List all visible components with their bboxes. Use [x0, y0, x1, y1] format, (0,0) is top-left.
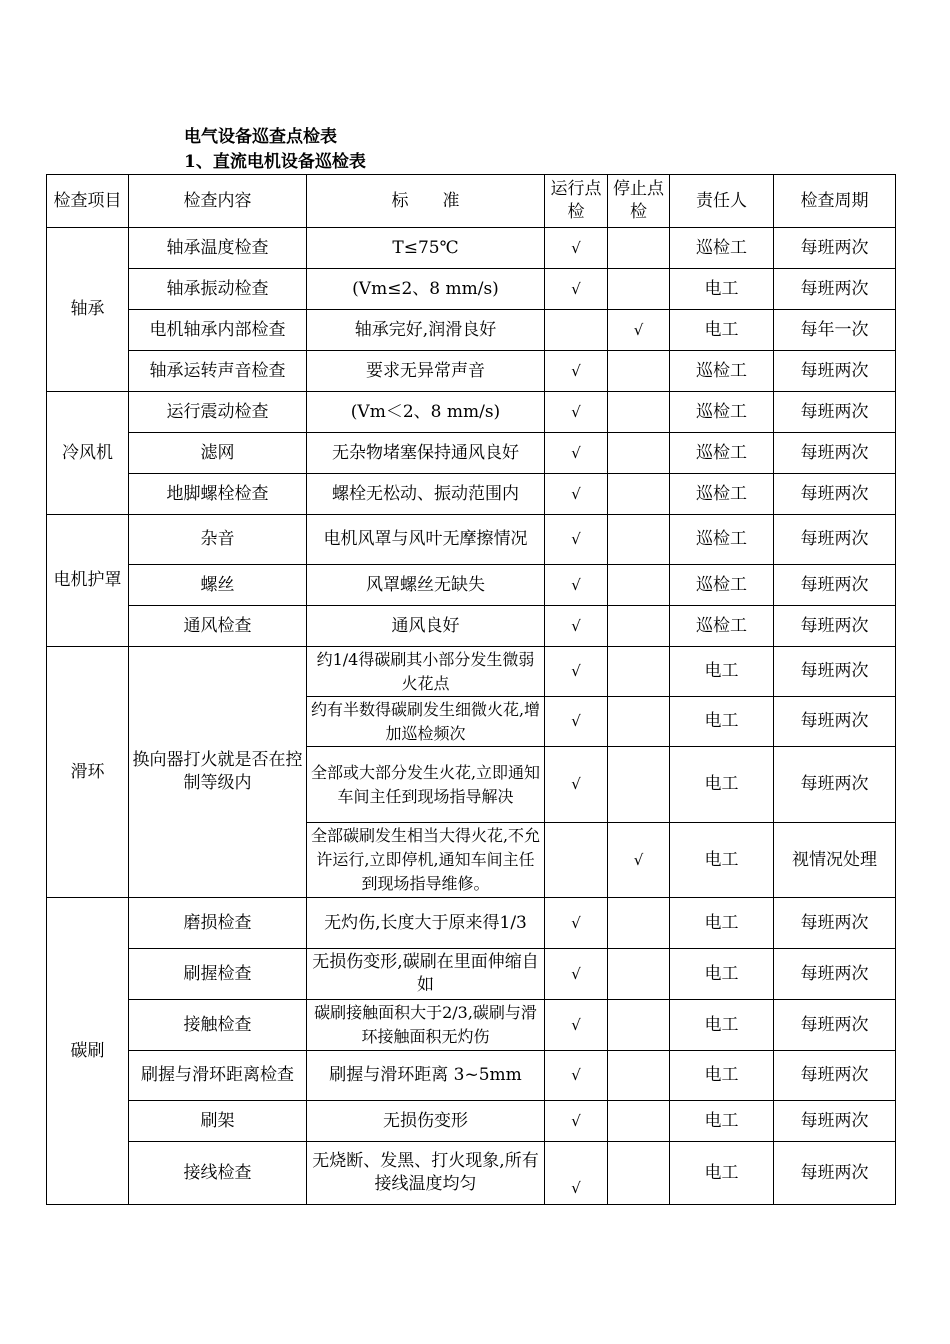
owner-cell: 巡检工 — [670, 433, 774, 474]
standard-cell: 无烧断、发黑、打火现象,所有接线温度均匀 — [307, 1142, 545, 1205]
table-row — [47, 515, 896, 565]
group-cell: 冷风机 — [47, 392, 129, 515]
stopped-mark: √ — [608, 823, 670, 898]
table-row — [47, 1101, 896, 1142]
cycle-cell: 每班两次 — [774, 433, 896, 474]
table-row — [47, 898, 896, 949]
standard-cell: 无灼伤,长度大于原来得1/3 — [307, 898, 545, 949]
owner-cell: 电工 — [670, 1101, 774, 1142]
cycle-cell: 每班两次 — [774, 351, 896, 392]
stopped-mark — [608, 269, 670, 310]
owner-cell: 电工 — [670, 949, 774, 1000]
owner-cell: 电工 — [670, 747, 774, 823]
standard-cell: 刷握与滑环距离 3~5mm — [307, 1051, 545, 1101]
standard-cell: 通风良好 — [307, 606, 545, 647]
stopped-mark — [608, 1051, 670, 1101]
table-row — [47, 606, 896, 647]
running-mark: √ — [545, 392, 608, 433]
header-owner: 责任人 — [670, 175, 774, 228]
owner-cell: 电工 — [670, 823, 774, 898]
table-row — [47, 565, 896, 606]
stopped-mark — [608, 949, 670, 1000]
header-item: 检查项目 — [47, 175, 129, 228]
content-cell: 换向器打火就是否在控制等级内 — [129, 647, 307, 898]
standard-cell: 螺栓无松动、振动范围内 — [307, 474, 545, 515]
standard-cell: 无杂物堵塞保持通风良好 — [307, 433, 545, 474]
stopped-mark: √ — [608, 310, 670, 351]
standard-cell: (Vm＜2、8 mm/s) — [307, 392, 545, 433]
running-mark — [545, 310, 608, 351]
cycle-cell: 每班两次 — [774, 1000, 896, 1051]
stopped-mark — [608, 1101, 670, 1142]
stopped-mark — [608, 565, 670, 606]
stopped-mark — [608, 747, 670, 823]
content-cell: 接线检查 — [129, 1142, 307, 1205]
content-cell: 轴承运转声音检查 — [129, 351, 307, 392]
content-cell: 杂音 — [129, 515, 307, 565]
running-mark: √ — [545, 647, 608, 697]
running-mark: √ — [545, 606, 608, 647]
content-cell: 轴承振动检查 — [129, 269, 307, 310]
group-cell: 电机护罩 — [47, 515, 129, 647]
running-mark: √ — [545, 474, 608, 515]
header-content: 检查内容 — [129, 175, 307, 228]
standard-cell: 约1/4得碳刷其小部分发生微弱火花点 — [307, 647, 545, 697]
table-row — [47, 647, 896, 697]
stopped-mark — [608, 228, 670, 269]
owner-cell: 电工 — [670, 697, 774, 747]
owner-cell: 电工 — [670, 310, 774, 351]
owner-cell: 巡检工 — [670, 474, 774, 515]
cycle-cell: 每班两次 — [774, 697, 896, 747]
table-row — [47, 310, 896, 351]
cycle-cell: 每班两次 — [774, 228, 896, 269]
header-row — [47, 175, 896, 228]
table-row — [47, 392, 896, 433]
table-row — [47, 949, 896, 1000]
cycle-cell: 每班两次 — [774, 1142, 896, 1205]
cycle-cell: 每年一次 — [774, 310, 896, 351]
standard-cell: (Vm≤2、8 mm/s) — [307, 269, 545, 310]
standard-cell: 电机风罩与风叶无摩擦情况 — [307, 515, 545, 565]
stopped-mark — [608, 898, 670, 949]
cycle-cell: 每班两次 — [774, 565, 896, 606]
content-cell: 接触检查 — [129, 1000, 307, 1051]
standard-cell: 无损伤变形,碳刷在里面伸缩自如 — [307, 949, 545, 1000]
running-mark: √ — [545, 565, 608, 606]
running-mark: √ — [545, 515, 608, 565]
document-title: 电气设备巡查点检表 — [184, 127, 337, 147]
group-cell: 轴承 — [47, 228, 129, 392]
standard-cell: 无损伤变形 — [307, 1101, 545, 1142]
table-title: 1、直流电机设备巡检表 — [184, 152, 366, 172]
stopped-mark — [608, 697, 670, 747]
header-cycle: 检查周期 — [774, 175, 896, 228]
stopped-mark — [608, 1000, 670, 1051]
cycle-cell: 每班两次 — [774, 606, 896, 647]
owner-cell: 电工 — [670, 1000, 774, 1051]
table-row — [47, 228, 896, 269]
running-mark: √ — [545, 269, 608, 310]
stopped-mark — [608, 606, 670, 647]
standard-cell: T≤75℃ — [307, 228, 545, 269]
content-cell: 地脚螺栓检查 — [129, 474, 307, 515]
cycle-cell: 每班两次 — [774, 898, 896, 949]
table-row — [47, 433, 896, 474]
header-running: 运行点检 — [545, 175, 608, 228]
table-row — [47, 1142, 896, 1205]
content-cell: 运行震动检查 — [129, 392, 307, 433]
content-cell: 螺丝 — [129, 565, 307, 606]
owner-cell: 巡检工 — [670, 515, 774, 565]
running-mark: √ — [545, 949, 608, 1000]
cycle-cell: 每班两次 — [774, 1051, 896, 1101]
running-mark: √ — [545, 228, 608, 269]
running-mark: √ — [545, 1051, 608, 1101]
owner-cell: 巡检工 — [670, 351, 774, 392]
owner-cell: 电工 — [670, 1051, 774, 1101]
cycle-cell: 视情况处理 — [774, 823, 896, 898]
running-mark: √ — [545, 1101, 608, 1142]
running-mark: √ — [545, 898, 608, 949]
running-mark — [545, 823, 608, 898]
content-cell: 刷握与滑环距离检查 — [129, 1051, 307, 1101]
stopped-mark — [608, 647, 670, 697]
cycle-cell: 每班两次 — [774, 269, 896, 310]
stopped-mark — [608, 351, 670, 392]
owner-cell: 电工 — [670, 898, 774, 949]
stopped-mark — [608, 392, 670, 433]
owner-cell: 电工 — [670, 1142, 774, 1205]
owner-cell: 巡检工 — [670, 228, 774, 269]
running-mark: √ — [545, 433, 608, 474]
content-cell: 轴承温度检查 — [129, 228, 307, 269]
owner-cell: 电工 — [670, 269, 774, 310]
content-cell: 通风检查 — [129, 606, 307, 647]
table-row — [47, 474, 896, 515]
standard-cell: 轴承完好,润滑良好 — [307, 310, 545, 351]
content-cell: 刷架 — [129, 1101, 307, 1142]
owner-cell: 巡检工 — [670, 392, 774, 433]
running-mark: √ — [545, 747, 608, 823]
content-cell: 磨损检查 — [129, 898, 307, 949]
group-cell: 碳刷 — [47, 898, 129, 1205]
stopped-mark — [608, 515, 670, 565]
owner-cell: 巡检工 — [670, 565, 774, 606]
cycle-cell: 每班两次 — [774, 474, 896, 515]
owner-cell: 电工 — [670, 647, 774, 697]
standard-cell: 要求无异常声音 — [307, 351, 545, 392]
cycle-cell: 每班两次 — [774, 647, 896, 697]
header-standard: 标 准 — [307, 175, 545, 228]
group-cell: 滑环 — [47, 647, 129, 898]
owner-cell: 巡检工 — [670, 606, 774, 647]
stopped-mark — [608, 474, 670, 515]
table-row — [47, 351, 896, 392]
table-row — [47, 1051, 896, 1101]
table-row — [47, 1000, 896, 1051]
stopped-mark — [608, 1142, 670, 1205]
running-mark: √ — [545, 1000, 608, 1051]
inspection-table — [46, 174, 896, 1205]
table-row — [47, 269, 896, 310]
running-mark: √ — [545, 1142, 608, 1205]
cycle-cell: 每班两次 — [774, 392, 896, 433]
standard-cell: 约有半数得碳刷发生细微火花,增加巡检频次 — [307, 697, 545, 747]
standard-cell: 全部或大部分发生火花,立即通知车间主任到现场指导解决 — [307, 747, 545, 823]
standard-cell: 碳刷接触面积大于2/3,碳刷与滑环接触面积无灼伤 — [307, 1000, 545, 1051]
cycle-cell: 每班两次 — [774, 747, 896, 823]
cycle-cell: 每班两次 — [774, 515, 896, 565]
content-cell: 电机轴承内部检查 — [129, 310, 307, 351]
standard-cell: 全部碳刷发生相当大得火花,不允许运行,立即停机,通知车间主任到现场指导维修。 — [307, 823, 545, 898]
content-cell: 刷握检查 — [129, 949, 307, 1000]
cycle-cell: 每班两次 — [774, 1101, 896, 1142]
running-mark: √ — [545, 351, 608, 392]
content-cell: 滤网 — [129, 433, 307, 474]
running-mark: √ — [545, 697, 608, 747]
standard-cell: 风罩螺丝无缺失 — [307, 565, 545, 606]
header-stopped: 停止点检 — [608, 175, 670, 228]
cycle-cell: 每班两次 — [774, 949, 896, 1000]
stopped-mark — [608, 433, 670, 474]
